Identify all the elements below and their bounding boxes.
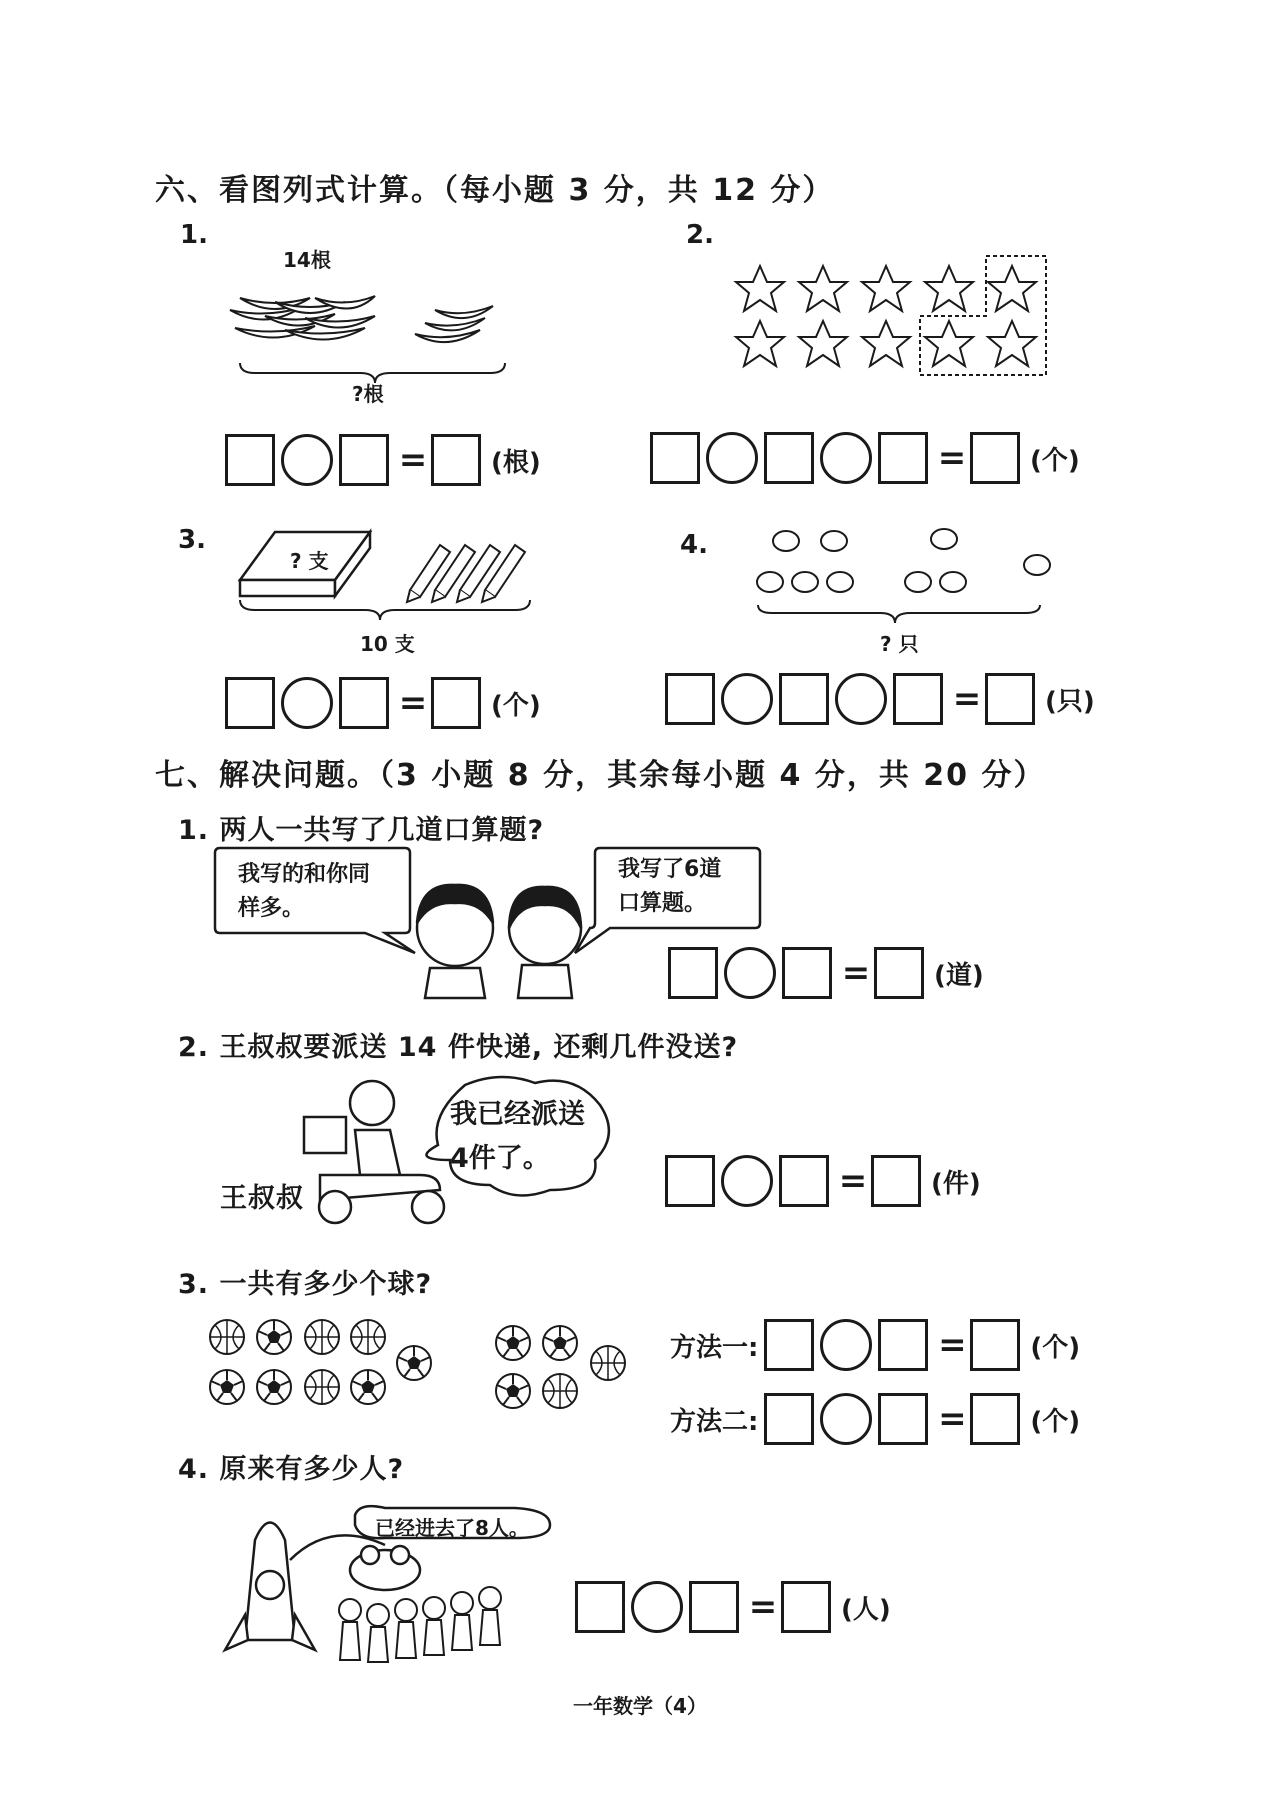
- equals-sign: =: [938, 1399, 967, 1439]
- equals-sign: =: [938, 1325, 967, 1365]
- p4-equation: [575, 1578, 891, 1636]
- unit-label: (个): [1030, 445, 1080, 476]
- answer-box[interactable]: [893, 673, 943, 725]
- answer-box[interactable]: [779, 673, 829, 725]
- q3-box-label: ? 支: [290, 549, 329, 573]
- unit-label: (根): [491, 447, 541, 478]
- answer-box[interactable]: [339, 677, 389, 729]
- result-box[interactable]: [781, 1581, 831, 1633]
- equals-sign: =: [937, 438, 967, 478]
- operator-circle[interactable]: [281, 677, 333, 729]
- answer-box[interactable]: [665, 673, 715, 725]
- courier-name: 王叔叔: [220, 1183, 304, 1214]
- result-box[interactable]: [431, 677, 481, 729]
- result-box[interactable]: [985, 673, 1035, 725]
- p1-equation: [668, 944, 984, 1002]
- q3-bottom-label: 10 支: [360, 632, 415, 656]
- operator-circle[interactable]: [820, 1393, 872, 1445]
- answer-box[interactable]: [665, 1155, 715, 1207]
- answer-box[interactable]: [779, 1155, 829, 1207]
- equals-sign: =: [398, 440, 428, 480]
- p1-question: 1. 两人一共写了几道口算题?: [178, 815, 545, 846]
- equals-sign: =: [748, 1587, 778, 1627]
- answer-box[interactable]: [689, 1581, 739, 1633]
- unit-label: (个): [491, 690, 541, 721]
- answer-box[interactable]: [878, 1393, 928, 1445]
- operator-circle[interactable]: [835, 673, 887, 725]
- p4-question: 4. 原来有多少人?: [178, 1454, 405, 1485]
- operator-circle[interactable]: [721, 1155, 773, 1207]
- p4-bubble: 已经进去了8人。: [375, 1516, 529, 1540]
- unit-label: (只): [1045, 686, 1095, 717]
- p3-question: 3. 一共有多少个球?: [178, 1269, 433, 1300]
- section7-title: 七、解决问题。（3 小题 8 分，其余每小题 4 分，共 20 分）: [155, 758, 1046, 793]
- result-box[interactable]: [431, 434, 481, 486]
- operator-circle[interactable]: [820, 1319, 872, 1371]
- q4-number: 4.: [680, 530, 708, 560]
- p2-equation: [665, 1152, 981, 1210]
- answer-box[interactable]: [764, 1319, 814, 1371]
- unit-label: (个): [1030, 1406, 1081, 1437]
- balls-illustration: [200, 1315, 640, 1415]
- unit-label: (件): [931, 1168, 981, 1199]
- p3-method2-row: [670, 1390, 1080, 1448]
- method2-label: 方法二:: [670, 1406, 759, 1437]
- operator-circle[interactable]: [721, 673, 773, 725]
- equals-sign: =: [838, 1161, 868, 1201]
- unit-label: (道): [934, 960, 984, 991]
- p1-left-bubble: 我写的和你同样多。: [238, 862, 371, 921]
- answer-box[interactable]: [225, 434, 275, 486]
- q1-equation: [225, 431, 541, 489]
- answer-box[interactable]: [339, 434, 389, 486]
- q1-bottom-label: ?根: [352, 382, 384, 406]
- answer-box[interactable]: [782, 947, 832, 999]
- q2-equation: [650, 429, 1080, 487]
- p2-question: 2. 王叔叔要派送 14 件快递, 还剩几件没送?: [178, 1032, 739, 1063]
- method1-label: 方法一:: [670, 1332, 759, 1363]
- q4-equation: [665, 670, 1095, 728]
- stars-illustration: [728, 250, 1058, 380]
- operator-circle[interactable]: [281, 434, 333, 486]
- result-box[interactable]: [874, 947, 924, 999]
- result-box[interactable]: [970, 1393, 1020, 1445]
- q3-number: 3.: [178, 525, 206, 555]
- q1-number: 1.: [180, 220, 208, 250]
- operator-circle[interactable]: [820, 432, 872, 484]
- equals-sign: =: [398, 683, 428, 723]
- result-box[interactable]: [871, 1155, 921, 1207]
- answer-box[interactable]: [878, 1319, 928, 1371]
- operator-circle[interactable]: [724, 947, 776, 999]
- answer-box[interactable]: [225, 677, 275, 729]
- result-box[interactable]: [970, 1319, 1020, 1371]
- p1-right-bubble: 我写了6道口算题。: [618, 857, 722, 916]
- equals-sign: =: [952, 679, 982, 719]
- birds-illustration: [750, 525, 1050, 635]
- section6-title: 六、看图列式计算。（每小题 3 分，共 12 分）: [155, 173, 835, 208]
- equals-sign: =: [841, 953, 871, 993]
- answer-box[interactable]: [575, 1581, 625, 1633]
- pencil-box-illustration: [235, 520, 540, 630]
- result-box[interactable]: [970, 432, 1020, 484]
- p2-bubble: 我已经派送4件了。: [450, 1099, 585, 1174]
- answer-box[interactable]: [878, 432, 928, 484]
- unit-label: (个): [1030, 1332, 1081, 1363]
- unit-label: (人): [841, 1594, 891, 1625]
- operator-circle[interactable]: [631, 1581, 683, 1633]
- answer-box[interactable]: [764, 432, 814, 484]
- q2-number: 2.: [686, 220, 714, 250]
- q4-bottom-label: ? 只: [880, 632, 919, 656]
- q1-top-label: 14根: [283, 248, 331, 272]
- p3-method1-row: [670, 1316, 1080, 1374]
- answer-box[interactable]: [668, 947, 718, 999]
- q3-equation: [225, 674, 541, 732]
- operator-circle[interactable]: [706, 432, 758, 484]
- page-footer: 一年数学（4）: [573, 1694, 707, 1718]
- answer-box[interactable]: [764, 1393, 814, 1445]
- answer-box[interactable]: [650, 432, 700, 484]
